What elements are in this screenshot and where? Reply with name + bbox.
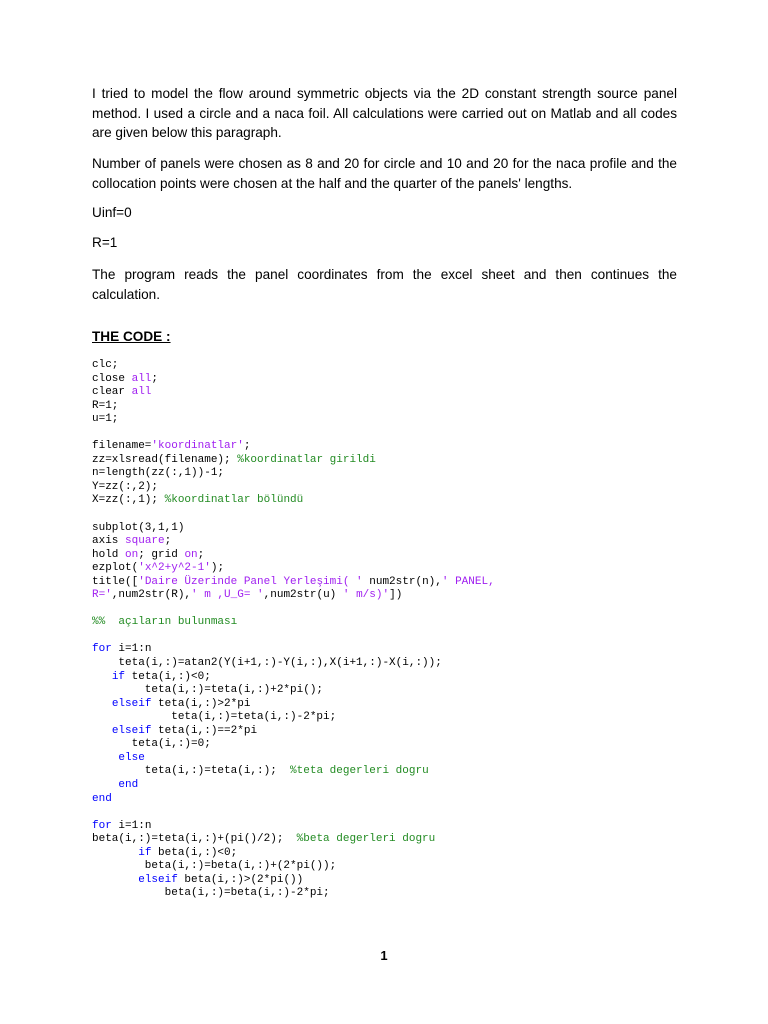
code-token: clear <box>92 386 132 399</box>
code-token: close <box>92 372 132 385</box>
code-token: ezplot( <box>92 562 139 575</box>
page-number: 1 <box>380 948 388 963</box>
code-token: teta(i,:)>2*pi <box>151 697 251 710</box>
code-token: teta(i,:)=teta(i,:)+2*pi(); <box>92 684 324 697</box>
code-token: num2str(n), <box>362 575 442 588</box>
code-line <box>92 576 692 590</box>
code-line <box>92 562 692 576</box>
code-token: beta(i,:)>(2*pi()) <box>177 873 304 886</box>
code-line <box>92 413 692 427</box>
code-line <box>92 603 692 617</box>
intro-paragraph: I tried to model the flow around symmetric objects via the 2D constant strength source panel method. I used a circle and a naca foil. All calculations were carried out on Matlab and all codes are given below this paragraph. <box>92 86 677 140</box>
code-token: R=' <box>92 589 112 602</box>
code-line <box>92 684 692 698</box>
code-token: ' m ,U_G= ' <box>191 589 264 602</box>
code-token: %% açıların bulunması <box>92 616 238 629</box>
code-token: for <box>92 643 112 656</box>
code-token: ; <box>151 372 159 385</box>
code-line <box>92 494 692 508</box>
code-line <box>92 874 692 888</box>
code-token: 'koordinatlar' <box>151 440 244 453</box>
panels-paragraph: Number of panels were chosen as 8 and 20 for circle and 10 and 20 for the naca profile and the collocation points were chosen at the half and the quarter of the panels' lengths. <box>92 156 677 191</box>
code-token: ,num2str(R), <box>111 589 192 602</box>
code-line <box>92 427 692 441</box>
code-token: filename= <box>92 440 152 453</box>
code-line <box>92 698 692 712</box>
code-token <box>92 779 118 791</box>
code-token: 'Daire Üzerinde Panel Yerleşimi( ' <box>138 575 363 588</box>
code-token: %beta degerleri dogru <box>296 833 436 846</box>
code-token: ' m/s)' <box>342 589 390 602</box>
code-line <box>92 643 692 657</box>
code-token: if <box>111 670 126 683</box>
code-token: on <box>184 548 198 561</box>
code-line <box>92 549 692 563</box>
code-token: subplot(3,1,1) <box>92 521 185 534</box>
code-token: %koordinatlar girildi <box>237 453 376 466</box>
code-line <box>92 481 692 495</box>
code-token: ; <box>197 548 205 561</box>
code-token: zz=xlsread(filename); <box>92 453 238 466</box>
code-token: elseif <box>138 873 178 886</box>
code-line <box>92 711 692 725</box>
code-token <box>92 725 112 737</box>
code-token: elseif <box>111 697 152 710</box>
code-line <box>92 806 692 820</box>
code-line <box>92 779 692 793</box>
code-token: teta(i,:)<0; <box>125 670 211 683</box>
code-token: end <box>92 792 112 805</box>
code-token: else <box>118 751 145 764</box>
code-line <box>92 725 692 739</box>
code-token <box>92 671 112 683</box>
code-token: R=1; <box>92 399 119 412</box>
code-block <box>92 359 692 901</box>
code-heading: THE CODE : <box>92 329 171 344</box>
code-line <box>92 630 692 644</box>
code-line <box>92 386 692 400</box>
code-token: hold <box>92 548 126 561</box>
code-token: beta(i,:)=beta(i,:)-2*pi; <box>92 887 330 900</box>
code-token <box>92 698 112 710</box>
code-line <box>92 887 692 901</box>
code-line <box>92 738 692 752</box>
code-token: teta(i,:)=teta(i,:); <box>92 765 291 778</box>
code-token: ,num2str(u) <box>263 589 343 602</box>
code-line <box>92 847 692 861</box>
code-token: for <box>92 819 112 832</box>
code-line <box>92 359 692 373</box>
code-token: teta(i,:)=teta(i,:)-2*pi; <box>92 711 337 724</box>
code-token: clc; <box>92 359 119 371</box>
code-token: u=1; <box>92 413 119 426</box>
code-token: axis <box>92 535 126 548</box>
code-token: i=1:n <box>111 819 152 832</box>
code-line <box>92 522 692 536</box>
code-line <box>92 820 692 834</box>
code-token <box>92 752 118 764</box>
code-token: teta(i,:)=atan2(Y(i+1,:)-Y(i,:),X(i+1,:)-X(i,:)); <box>92 657 442 670</box>
code-line <box>92 657 692 671</box>
code-token <box>92 847 138 859</box>
code-line <box>92 467 692 481</box>
code-token: all <box>131 386 152 399</box>
code-token: elseif <box>111 724 152 737</box>
code-token: X=zz(:,1); <box>92 494 165 507</box>
code-line <box>92 793 692 807</box>
code-token: n=length(zz(:,1))-1; <box>92 467 225 480</box>
code-token: %teta degerleri dogru <box>290 765 429 778</box>
radius-line: R=1 <box>92 235 118 250</box>
code-token: on <box>125 548 139 561</box>
program-paragraph: The program reads the panel coordinates from the excel sheet and then continues the calculation. <box>92 267 677 302</box>
code-token: ); <box>210 562 225 575</box>
code-line <box>92 373 692 387</box>
code-token: title([ <box>92 575 139 588</box>
code-line <box>92 752 692 766</box>
uinf-line: Uinf=0 <box>92 205 132 220</box>
code-token: ; <box>243 440 251 453</box>
code-line <box>92 454 692 468</box>
code-token: beta(i,:)<0; <box>151 846 238 859</box>
code-line <box>92 671 692 685</box>
code-token: %koordinatlar bölündü <box>164 494 304 507</box>
code-token: ' PANEL, <box>441 575 495 588</box>
code-line <box>92 860 692 874</box>
code-token: ; grid <box>138 548 185 561</box>
code-token: beta(i,:)=beta(i,:)+(2*pi()); <box>92 860 337 873</box>
code-token <box>92 874 138 886</box>
code-line <box>92 616 692 630</box>
code-token: square <box>125 535 165 548</box>
code-token: if <box>138 846 152 859</box>
code-token: all <box>131 372 152 385</box>
code-token: end <box>118 778 139 791</box>
code-token: beta(i,:)=teta(i,:)+(pi()/2); <box>92 833 297 846</box>
code-line <box>92 535 692 549</box>
code-line <box>92 440 692 454</box>
code-line <box>92 833 692 847</box>
code-token: teta(i,:)==2*pi <box>151 724 258 737</box>
code-line <box>92 765 692 779</box>
code-token: 'x^2+y^2-1' <box>138 562 211 575</box>
code-token: teta(i,:)=0; <box>92 738 211 751</box>
code-token: ]) <box>389 589 403 602</box>
code-token: i=1:n <box>111 643 152 656</box>
code-line <box>92 589 692 603</box>
code-line <box>92 508 692 522</box>
code-token: ; <box>164 535 172 548</box>
code-line <box>92 400 692 414</box>
code-token: Y=zz(:,2); <box>92 480 159 493</box>
